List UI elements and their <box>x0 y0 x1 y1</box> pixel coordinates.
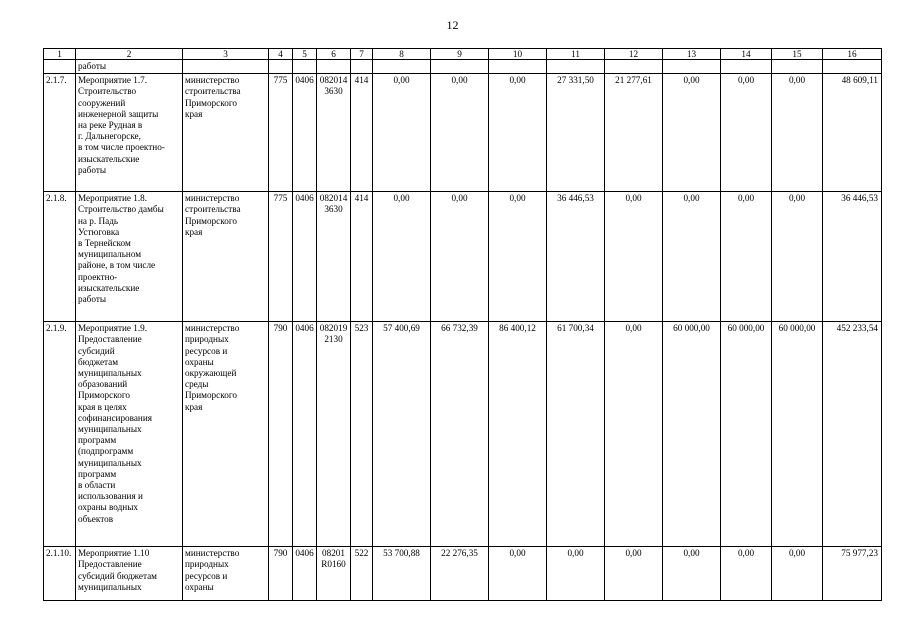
measure-name-line: сооружений <box>78 97 126 108</box>
budget-table <box>43 48 882 601</box>
row-number: 2.1.8. <box>44 192 76 322</box>
code-section: 0406 <box>293 74 317 192</box>
measure-name-line: изыскательские <box>78 153 140 164</box>
cell-empty <box>721 60 772 74</box>
header-cell: 14 <box>721 49 772 60</box>
measure-name-line: муниципальных <box>78 368 142 379</box>
measure-name-line: на р. Падь <box>78 215 119 226</box>
measure-name-line: использования и <box>78 491 143 502</box>
code-target-line: 082014 <box>319 193 348 204</box>
code-target-article <box>317 547 351 601</box>
code-target-article <box>317 74 351 192</box>
code-section: 0406 <box>293 322 317 547</box>
amount-cell: 0,00 <box>663 547 721 601</box>
continuation-row <box>44 60 882 74</box>
amount-cell: 0,00 <box>431 74 489 192</box>
measure-name-line: субсидий <box>78 345 115 356</box>
measure-name-line: в области <box>78 480 116 491</box>
cell-empty <box>823 60 882 74</box>
header-cell: 1 <box>44 49 76 60</box>
code-expense-type: 522 <box>351 547 373 601</box>
responsible-org-line: края <box>185 108 203 119</box>
code-target-line: 082014 <box>319 75 348 86</box>
amount-cell: 0,00 <box>772 192 823 322</box>
measure-name-line: образований <box>78 379 128 390</box>
amount-cell: 0,00 <box>772 547 823 601</box>
measure-name-line: в том числе проектно- <box>78 142 165 153</box>
code-grbs: 790 <box>269 322 293 547</box>
responsible-org <box>183 322 269 547</box>
responsible-org-line: природных <box>185 334 229 345</box>
amount-cell: 53 700,88 <box>373 547 431 601</box>
measure-name-line: Устюговка <box>78 226 120 237</box>
responsible-org-line: министерство <box>185 548 240 559</box>
code-target-line: 3630 <box>324 86 343 97</box>
header-cell: 2 <box>76 49 183 60</box>
code-target-article <box>317 322 351 547</box>
measure-name-line: Мероприятие 1.7. <box>78 75 148 86</box>
measure-name-line: бюджетам <box>78 356 119 367</box>
measure-name-line: Предоставление <box>78 559 142 570</box>
amount-cell: 60 000,00 <box>663 322 721 547</box>
page-number: 12 <box>446 18 459 32</box>
amount-cell: 0,00 <box>489 547 547 601</box>
amount-cell: 36 446,53 <box>547 192 605 322</box>
code-target-line: R0160 <box>321 559 346 570</box>
measure-name-line: изыскательские <box>78 282 140 293</box>
measure-name <box>76 322 183 547</box>
measure-name-line: охраны водных <box>78 502 138 513</box>
amount-cell: 86 400,12 <box>489 322 547 547</box>
amount-cell: 0,00 <box>721 547 772 601</box>
header-cell: 10 <box>489 49 547 60</box>
cell-empty <box>605 60 663 74</box>
measure-name-line: программ <box>78 435 117 446</box>
measure-name-line: Строительство дамбы <box>78 204 164 215</box>
header-cell: 5 <box>293 49 317 60</box>
amount-cell: 0,00 <box>373 74 431 192</box>
measure-name-line: районе, в том числе <box>78 260 156 271</box>
amount-cell: 60 000,00 <box>721 322 772 547</box>
header-cell: 6 <box>317 49 351 60</box>
responsible-org-line: ресурсов и <box>185 570 228 581</box>
measure-name-line: объектов <box>78 513 114 524</box>
measure-name-line: (подпрограмм <box>78 446 134 457</box>
responsible-org-line: Приморского <box>185 97 237 108</box>
amount-cell: 0,00 <box>721 74 772 192</box>
code-target-line: 08201 <box>322 548 345 559</box>
measure-name-line: муниципальных <box>78 424 142 435</box>
measure-name <box>76 74 183 192</box>
responsible-org-line: строительства <box>185 204 241 215</box>
amount-cell: 0,00 <box>489 74 547 192</box>
measure-name-line: муниципальных <box>78 581 142 592</box>
responsible-org-line: министерство <box>185 193 240 204</box>
amount-cell: 22 276,35 <box>431 547 489 601</box>
code-expense-type: 523 <box>351 322 373 547</box>
amount-cell: 0,00 <box>373 192 431 322</box>
amount-cell: 0,00 <box>605 322 663 547</box>
cell-empty <box>183 60 269 74</box>
responsible-org <box>183 547 269 601</box>
code-expense-type: 414 <box>351 192 373 322</box>
measure-name <box>76 547 183 601</box>
measure-name-line: Мероприятие 1.10 <box>78 548 150 559</box>
responsible-org-line: окружающей <box>185 368 237 379</box>
measure-name-line: Мероприятие 1.8. <box>78 193 148 204</box>
measure-name-line: Строительство <box>78 86 137 97</box>
code-target-line: 3630 <box>324 204 343 215</box>
header-cell: 4 <box>269 49 293 60</box>
responsible-org-line: охраны <box>185 581 214 592</box>
amount-cell: 452 233,54 <box>823 322 882 547</box>
responsible-org-line: Приморского <box>185 390 237 401</box>
measure-name-line: проектно- <box>78 271 118 282</box>
cell-empty <box>317 60 351 74</box>
code-section: 0406 <box>293 547 317 601</box>
cell-empty <box>547 60 605 74</box>
responsible-org-line: края <box>185 226 203 237</box>
code-grbs: 775 <box>269 74 293 192</box>
cell-empty <box>663 60 721 74</box>
measure-name-line: в Тернейском <box>78 238 131 249</box>
row-number: 2.1.10. <box>44 547 76 601</box>
amount-cell: 75 977,23 <box>823 547 882 601</box>
header-cell: 3 <box>183 49 269 60</box>
cell-empty <box>293 60 317 74</box>
header-cell: 13 <box>663 49 721 60</box>
responsible-org-line: природных <box>185 559 229 570</box>
amount-cell: 0,00 <box>605 547 663 601</box>
measure-name-line: Приморского <box>78 390 130 401</box>
cell-empty <box>772 60 823 74</box>
responsible-org-line: строительства <box>185 86 241 97</box>
code-grbs: 790 <box>269 547 293 601</box>
cell-empty <box>431 60 489 74</box>
responsible-org <box>183 192 269 322</box>
table-row <box>44 322 882 547</box>
header-cell: 12 <box>605 49 663 60</box>
cell-empty <box>373 60 431 74</box>
measure-name <box>76 192 183 322</box>
table-row <box>44 547 882 601</box>
amount-cell: 61 700,34 <box>547 322 605 547</box>
code-target-line: 2130 <box>324 334 343 345</box>
measure-name-line: работы <box>78 164 107 175</box>
measure-name-line: инженерной защиты <box>78 108 159 119</box>
row-number: 2.1.7. <box>44 74 76 192</box>
responsible-org-line: среды <box>185 379 209 390</box>
header-cell: 15 <box>772 49 823 60</box>
table-row <box>44 74 882 192</box>
amount-cell: 66 732,39 <box>431 322 489 547</box>
cell-empty <box>489 60 547 74</box>
amount-cell: 0,00 <box>605 192 663 322</box>
code-grbs: 775 <box>269 192 293 322</box>
code-target-article <box>317 192 351 322</box>
amount-cell: 27 331,50 <box>547 74 605 192</box>
amount-cell: 57 400,69 <box>373 322 431 547</box>
measure-name-line: Мероприятие 1.9. <box>78 323 148 334</box>
responsible-org-line: министерство <box>185 323 240 334</box>
amount-cell: 0,00 <box>663 74 721 192</box>
responsible-org-line: охраны <box>185 356 214 367</box>
measure-name-line: муниципальных <box>78 457 142 468</box>
amount-cell: 0,00 <box>547 547 605 601</box>
amount-cell: 60 000,00 <box>772 322 823 547</box>
continuation-text: работы <box>76 60 183 74</box>
measure-name-line: края в целях <box>78 401 127 412</box>
row-number: 2.1.9. <box>44 322 76 547</box>
responsible-org-line: края <box>185 401 203 412</box>
amount-cell: 0,00 <box>431 192 489 322</box>
code-expense-type: 414 <box>351 74 373 192</box>
amount-cell: 21 277,61 <box>605 74 663 192</box>
measure-name-line: софинансирования <box>78 412 152 423</box>
header-cell: 16 <box>823 49 882 60</box>
table-row <box>44 192 882 322</box>
amount-cell: 0,00 <box>663 192 721 322</box>
code-section: 0406 <box>293 192 317 322</box>
amount-cell: 48 609,11 <box>823 74 882 192</box>
cell-empty <box>269 60 293 74</box>
responsible-org-line: ресурсов и <box>185 345 228 356</box>
code-target-line: 082019 <box>319 323 348 334</box>
measure-name-line: г. Дальнегорске, <box>78 131 141 142</box>
responsible-org <box>183 74 269 192</box>
responsible-org-line: министерство <box>185 75 240 86</box>
header-cell: 11 <box>547 49 605 60</box>
responsible-org-line: Приморского <box>185 215 237 226</box>
header-cell: 9 <box>431 49 489 60</box>
amount-cell: 0,00 <box>721 192 772 322</box>
amount-cell: 0,00 <box>772 74 823 192</box>
cell-empty <box>351 60 373 74</box>
measure-name-line: Предоставление <box>78 334 142 345</box>
measure-name-line: работы <box>78 294 107 305</box>
measure-name-line: на реке Рудная в <box>78 120 143 131</box>
header-row <box>44 49 882 60</box>
measure-name-line: программ <box>78 468 117 479</box>
amount-cell: 0,00 <box>489 192 547 322</box>
header-cell: 7 <box>351 49 373 60</box>
measure-name-line: субсидий бюджетам <box>78 570 157 581</box>
header-cell: 8 <box>373 49 431 60</box>
measure-name-line: муниципальном <box>78 249 142 260</box>
cell-empty <box>44 60 76 74</box>
amount-cell: 36 446,53 <box>823 192 882 322</box>
